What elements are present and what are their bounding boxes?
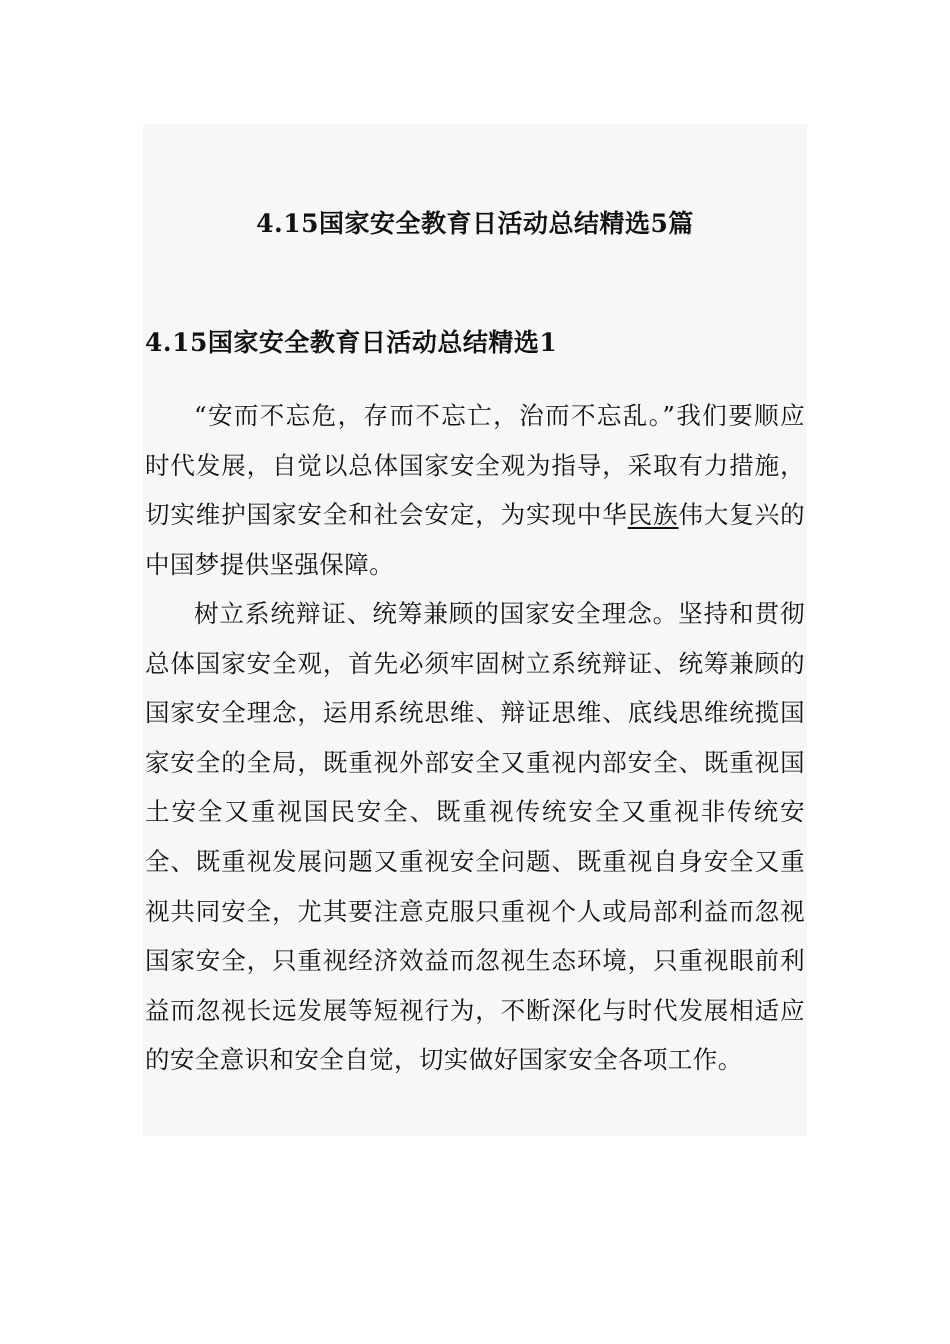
section-heading: 4.15国家安全教育日活动总结精选1: [145, 328, 558, 357]
document-title: 4.15国家安全教育日活动总结精选5篇: [256, 209, 694, 238]
paragraph-2: 树立系统辩证、统筹兼顾的国家安全理念。坚持和贯彻总体国家安全观，首先必须牢固树立系统辩证、统筹兼顾的国家安全理念，运用系统思维、辩证思维、底线思维统揽国家安全的全局，既重视外部安全又重视内部安全、既重视国土安全又重视国民安全、既重视传统安全又重视非传统安全、既重视发展问题又重视安全问题、既重视自身安全又重视共同安全，尤其要注意克服只重视个人或局部利益而忽视国家安全，只重视经济效益而忽视生态环境，只重视眼前利益而忽视长远发展等短视行为，不断深化与时代发展相适应的安全意识和安全自觉，切实做好国家安全各项工作。: [145, 599, 805, 1075]
paragraph-1-text-end: 伟大复兴的中国梦提供坚强保障。: [145, 500, 805, 579]
paragraph-1-text-start: “安而不忘危，存而不忘亡，治而不忘乱。”我们要顺应时代发展，自觉以总体国家安全观为指导，采取有力措施，切实维护国家安全和社会安定，为实现中华: [145, 401, 805, 530]
paragraph-1: [145, 391, 805, 589]
underlined-term[interactable]: 民族: [627, 500, 679, 530]
